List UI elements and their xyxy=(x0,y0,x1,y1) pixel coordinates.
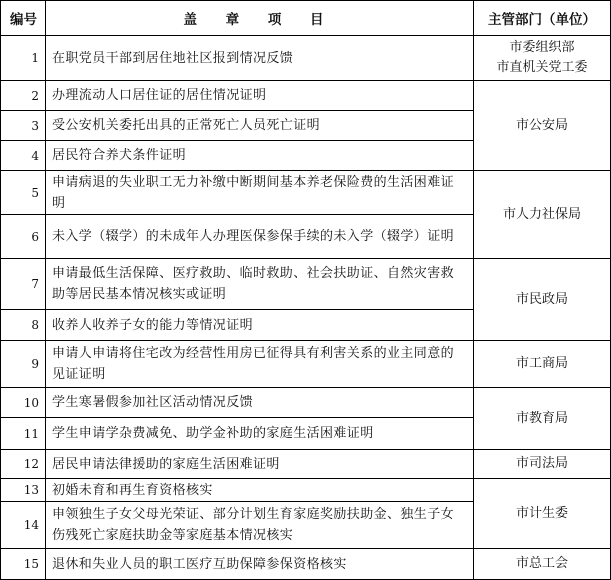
dept-line: 市公安局 xyxy=(515,117,568,133)
row-item: 受公安机关委托出具的正常死亡人员死亡证明 xyxy=(52,118,321,133)
grid-line xyxy=(0,478,611,479)
grid-line xyxy=(0,140,474,141)
header-dept: 主管部门（单位） xyxy=(488,12,596,28)
row-num: 14 xyxy=(23,518,39,532)
grid-line xyxy=(45,0,46,580)
header-num: 编号 xyxy=(10,12,37,28)
grid-line xyxy=(0,309,474,310)
row-num: 1 xyxy=(31,51,39,65)
dept-line: 市委组织部 xyxy=(509,40,575,55)
header-item: 盖 章 项 目 xyxy=(183,12,336,28)
grid-line xyxy=(0,170,611,171)
dept-cell xyxy=(474,450,610,478)
row-item: 申请病退的失业职工无力补缴中断期间基本养老保险费的生活困难证明 xyxy=(52,174,455,211)
row-item: 办理流动人口居住证的居住情况证明 xyxy=(52,88,267,103)
grid-line xyxy=(473,0,474,580)
dept-line: 市总工会 xyxy=(515,556,568,571)
dept-cell xyxy=(474,81,610,170)
dept-cell xyxy=(474,549,610,579)
dept-line: 市人力社保局 xyxy=(502,206,581,222)
grid-line xyxy=(0,214,474,215)
grid-line xyxy=(0,80,611,81)
row-item: 收养人收养子女的能力等情况证明 xyxy=(52,317,254,333)
row-item: 居民符合养犬条件证明 xyxy=(52,148,187,163)
row-num: 15 xyxy=(23,557,39,571)
dept-cell xyxy=(474,479,610,548)
row-num: 6 xyxy=(31,229,39,244)
row-num: 2 xyxy=(31,88,39,103)
dept-cell xyxy=(474,259,610,340)
row-num: 4 xyxy=(31,148,39,163)
dept-line: 市工商局 xyxy=(515,356,568,371)
row-num: 9 xyxy=(31,357,39,371)
grid-line xyxy=(0,501,474,502)
row-item: 初婚未育和再生育资格核实 xyxy=(52,482,213,498)
grid-line xyxy=(0,35,611,36)
grid-line xyxy=(0,258,611,259)
dept-cell xyxy=(474,388,610,449)
row-item: 在职党员干部到居住地社区报到情况反馈 xyxy=(52,50,294,66)
dept-line: 市直机关党工委 xyxy=(496,60,588,75)
row-num: 13 xyxy=(23,483,39,497)
row-item: 居民申请法律援助的家庭生活困难证明 xyxy=(52,456,280,472)
row-num: 8 xyxy=(31,318,39,332)
row-item: 退休和失业人员的职工医疗互助保障参保资格核实 xyxy=(52,556,347,572)
dept-line: 市计生委 xyxy=(515,505,568,521)
grid-line xyxy=(0,417,474,418)
grid-line xyxy=(0,387,611,388)
dept-cell xyxy=(474,341,610,387)
dept-cell xyxy=(474,36,610,80)
row-num: 10 xyxy=(23,395,39,410)
row-item: 未入学（辍学）的未成年人办理医保参保手续的未入学（辍学）证明 xyxy=(52,229,455,244)
row-num: 11 xyxy=(23,426,39,441)
row-num: 3 xyxy=(31,118,39,133)
grid-line xyxy=(0,449,611,450)
grid-line xyxy=(0,0,611,1)
row-num: 5 xyxy=(31,185,39,200)
grid-line xyxy=(0,0,1,580)
row-num: 7 xyxy=(31,277,39,291)
dept-line: 市民政局 xyxy=(515,291,568,307)
row-item: 申请最低生活保障、医疗救助、临时救助、社会扶助证、自然灾害救助等居民基本情况核实或证明 xyxy=(52,266,455,302)
row-item: 学生寒暑假参加社区活动情况反馈 xyxy=(52,395,254,410)
dept-cell xyxy=(474,171,610,258)
dept-line: 市司法局 xyxy=(515,456,568,471)
dept-line: 市教育局 xyxy=(515,410,568,426)
row-item: 申领独生子女父母光荣证、部分计划生育家庭奖励扶助金、独生子女伤残死亡家庭扶助金等家庭基本情况核实 xyxy=(52,507,455,543)
grid-line xyxy=(0,548,611,549)
row-item: 学生申请学杂费减免、助学金补助的家庭生活困难证明 xyxy=(52,426,374,441)
row-item: 申请人申请将住宅改为经营性用房已征得具有利害关系的业主同意的见证证明 xyxy=(52,346,455,382)
grid-line xyxy=(0,340,611,341)
row-num: 12 xyxy=(23,457,39,471)
grid-line xyxy=(0,110,474,111)
